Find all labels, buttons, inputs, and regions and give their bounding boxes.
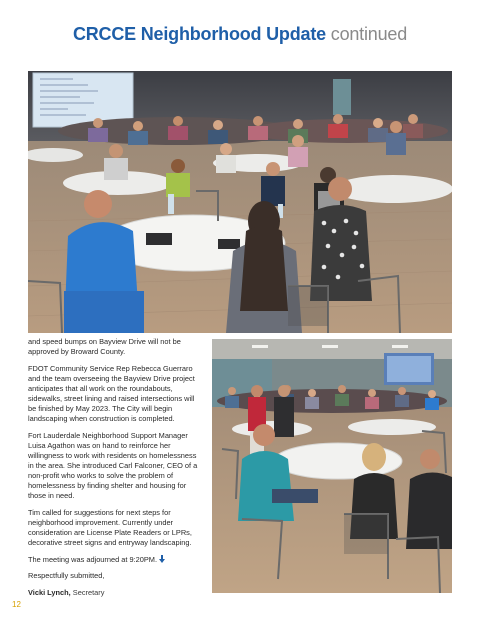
paragraph-adjourned (28, 555, 204, 565)
paragraph-homelessness: Fort Lauderdale Neighborhood Support Manager Luisa Agathon was on hand to reinforce her willingness to work with residents on homelessness in the area. She introduced Carl Falconer, CEO of a non-profit who works to solve the problem of homelessness by finding shelter and housing for those in need. (28, 430, 198, 501)
meeting-photo-main (28, 71, 452, 333)
meeting-photo-secondary (212, 339, 452, 593)
article-body (28, 337, 204, 605)
paragraph-fdot: FDOT Community Service Rep Rebecca Guerraro and the team overseeing the Bayview Drive project anticipates that all work on the roundabouts, sidewalks, street lining and raised intersections will be finished by May 2023. The City will begin landscaping when construction is completed. (28, 363, 195, 424)
adjourned-text: The meeting was adjourned at 9:20PM. (28, 554, 158, 564)
signature-role: Secretary (72, 587, 105, 597)
down-arrow-icon (159, 555, 165, 563)
paragraph-submitted: Respectfully submitted, (28, 571, 105, 581)
paragraph-suggestions: Tim called for suggestions for next steps for neighborhood improvement. Currently under consideration are License Plate Readers or LPRs, decorative street signs and entryway landscaping. (28, 507, 192, 548)
title-main: CRCCE Neighborhood Update (72, 24, 326, 44)
page-number: 12 (12, 600, 21, 609)
paragraph-speed-bumps: and speed bumps on Bayview Drive will not be approved by Broward County. (28, 337, 181, 357)
page-title (0, 24, 480, 45)
title-suffix: continued (330, 24, 408, 44)
signature-name: Vicki Lynch, (28, 587, 71, 597)
signature (28, 588, 204, 598)
